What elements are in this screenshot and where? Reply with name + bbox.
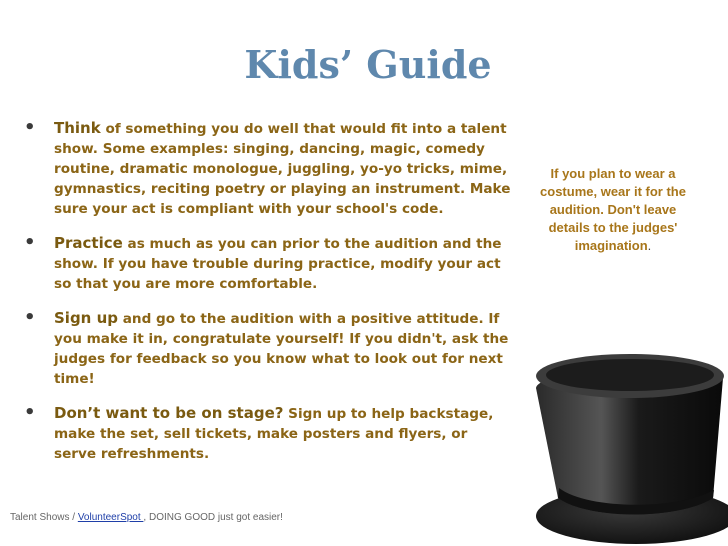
bullet-keyword: Think xyxy=(54,119,101,137)
volunteerspot-link[interactable]: VolunteerSpot xyxy=(77,512,144,523)
list-item xyxy=(24,308,514,389)
bullet-icon: • xyxy=(24,402,36,423)
tips-list xyxy=(24,118,514,478)
list-item xyxy=(24,233,514,294)
bullet-icon: • xyxy=(24,307,36,328)
bullet-text: Sign up to help backstage, make the set, sell tickets, make posters and flyers, or serve refreshments. xyxy=(54,406,494,462)
footer-suffix: , DOING GOOD just got easier! xyxy=(143,512,283,523)
costume-note-text: If you plan to wear a costume, wear it for the audition. Don't leave details to the judges' imagination xyxy=(540,166,686,253)
list-item xyxy=(24,403,514,464)
bullet-keyword: Sign up xyxy=(54,309,118,327)
bullet-text: of something you do well that would fit into a talent show. Some examples: singing, dancing, magic, comedy routine, dramatic monologue, juggling, yo-yo tricks, mime, gymnastics, reciting poetry or playing an instrument. Make sure your act is compliant with your school's code. xyxy=(54,121,511,217)
footer xyxy=(10,512,283,523)
costume-note xyxy=(538,165,688,255)
bullet-icon: • xyxy=(24,117,36,138)
costume-note-end: . xyxy=(647,238,652,253)
slide-title: Kids’ Guide xyxy=(244,42,492,87)
top-hat-image xyxy=(518,348,728,546)
bullet-text: as much as you can prior to the audition and the show. If you have trouble during practice, modify your act so that you are more comfortable. xyxy=(54,236,502,292)
bullet-keyword: Don’t want to be on stage? xyxy=(54,404,284,422)
bullet-text: and go to the audition with a positive attitude. If you make it in, congratulate yourself! If you didn't, ask the judges for feedback so you know what to look out for next time! xyxy=(54,311,509,387)
list-item xyxy=(24,118,514,219)
bullet-icon: • xyxy=(24,232,36,253)
footer-prefix: Talent Shows / xyxy=(10,512,78,523)
bullet-keyword: Practice xyxy=(54,234,123,252)
